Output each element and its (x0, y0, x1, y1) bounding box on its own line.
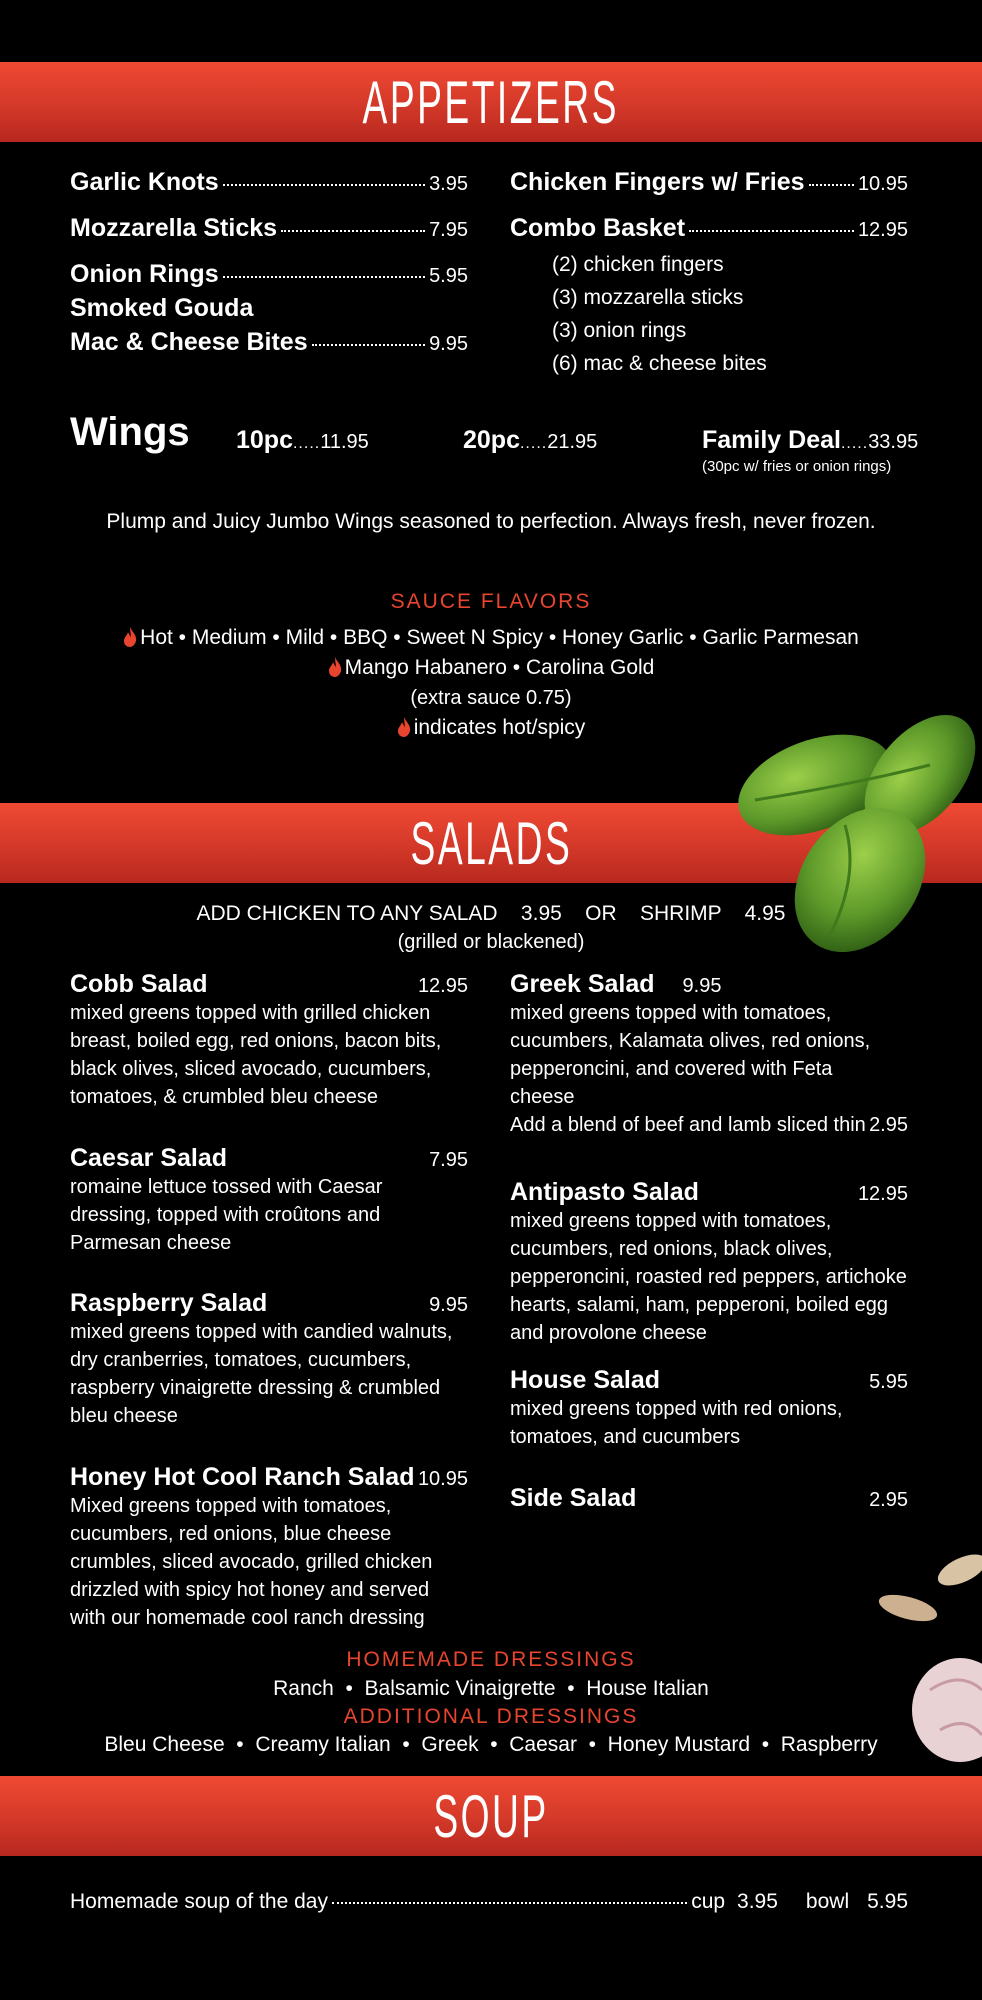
wings-title: Wings (70, 410, 190, 454)
basil-leaves-image (730, 705, 982, 965)
flame-icon (123, 627, 137, 647)
list-item: (6) mac & cheese bites (552, 352, 767, 375)
salad-item: Raspberry Salad 9.95 mixed greens topped with candied walnuts, dry cranberries, tomatoes, cucumbers, raspberry vinaigrette dressing & crumbled bleu cheese (70, 1289, 468, 1427)
menu-item: Onion Rings 5.95 (70, 260, 468, 288)
salad-item: Side Salad 2.95 (510, 1484, 908, 1512)
salads-left-column (70, 970, 468, 1632)
list-item: (2) chicken fingers (552, 253, 724, 276)
salad-addon: ADD CHICKEN TO ANY SALAD 3.95 OR SHRIMP 4.95 (196, 902, 786, 925)
additional-dressings-title: ADDITIONAL DRESSINGS (343, 1705, 639, 1728)
homemade-dressings-title: HOMEMADE DRESSINGS (346, 1648, 636, 1671)
extra-sauce-note: (extra sauce 0.75) (410, 687, 572, 709)
salad-item: Antipasto Salad 12.95 mixed greens topped with tomatoes, cucumbers, red onions, black olives, pepperoncini, roasted red peppers, artichoke hearts, salami, ham, pepperoni, boiled egg and provolone cheese (510, 1178, 908, 1344)
family-deal-note: (30pc w/ fries or onion rings) (702, 458, 892, 475)
sauce-list-2: Mango Habanero • Carolina Gold (0, 656, 982, 680)
salads-right-column (510, 970, 908, 1513)
soup-banner (0, 1776, 982, 1856)
salad-item: Greek Salad 9.95 mixed greens topped with tomatoes, cucumbers, Kalamata olives, red onions, pepperoncini, and covered with Feta cheese Add a blend of beef and lamb sliced thin 2.95 (510, 970, 908, 1178)
salad-item: Cobb Salad 12.95 mixed greens topped with grilled chicken breast, boiled egg, red onions, bacon bits, black olives, sliced avocado, cucumbers, tomatoes, & crumbled bleu cheese (70, 970, 468, 1108)
menu-item: Combo Basket 12.95 (510, 214, 908, 242)
combo-items (510, 248, 908, 380)
salad-item: Caesar Salad 7.95 romaine lettuce tossed with Caesar dressing, topped with croûtons and Parmesan cheese (70, 1144, 468, 1254)
menu-item: Mozzarella Sticks 7.95 (70, 214, 468, 242)
sauce-list-1: Hot • Medium • Mild • BBQ • Sweet N Spicy • Honey Garlic • Garlic Parmesan (0, 626, 982, 650)
list-item: (3) onion rings (552, 319, 687, 342)
flame-icon (328, 657, 342, 677)
salad-item: Honey Hot Cool Ranch Salad 10.95 Mixed greens topped with tomatoes, cucumbers, red onions, blue cheese crumbles, sliced avocado, grilled chicken drizzled with spicy hot honey and served with our homemade cool ranch dressing (70, 1463, 468, 1629)
homemade-dressings-list: Ranch • Balsamic Vinaigrette • House Italian (273, 1677, 709, 1700)
wings-10pc: 10pc.....11.95 (236, 426, 369, 454)
wings-description: Plump and Juicy Jumbo Wings seasoned to perfection. Always fresh, never frozen. (106, 510, 876, 533)
appetizers-title: APPETIZERS (362, 68, 620, 136)
menu-item: Chicken Fingers w/ Fries 10.95 (510, 168, 908, 196)
appetizers-left-column (70, 168, 468, 357)
wings-20pc: 20pc.....21.95 (463, 426, 598, 454)
salad-item: House Salad 5.95 mixed greens topped with red onions, tomatoes, and cucumbers (510, 1366, 908, 1448)
appetizers-banner (0, 62, 982, 142)
salad-addon-note: (grilled or blackened) (397, 931, 585, 953)
soup-title: SOUP (433, 1782, 549, 1850)
additional-dressings-list: Bleu Cheese • Creamy Italian • Greek • Caesar • Honey Mustard • Raspberry (104, 1733, 878, 1756)
flame-icon (397, 717, 411, 737)
appetizers-right-column (510, 168, 908, 380)
sauce-flavors-title: SAUCE FLAVORS (390, 590, 592, 613)
spicy-legend: indicates hot/spicy (0, 716, 982, 740)
wings-family-deal: Family Deal.....33.95 (702, 426, 919, 454)
greek-addon: Add a blend of beef and lamb sliced thin 2.95 (510, 1114, 908, 1136)
menu-item-name: Smoked Gouda (70, 294, 254, 322)
menu-item: Mac & Cheese Bites 9.95 (70, 328, 468, 356)
list-item: (3) mozzarella sticks (552, 286, 744, 309)
soup-item: Homemade soup of the day cup 3.95 bowl 5.95 (70, 1890, 908, 1913)
salads-title: SALADS (410, 809, 572, 877)
menu-item: Garlic Knots 3.95 (70, 168, 468, 196)
